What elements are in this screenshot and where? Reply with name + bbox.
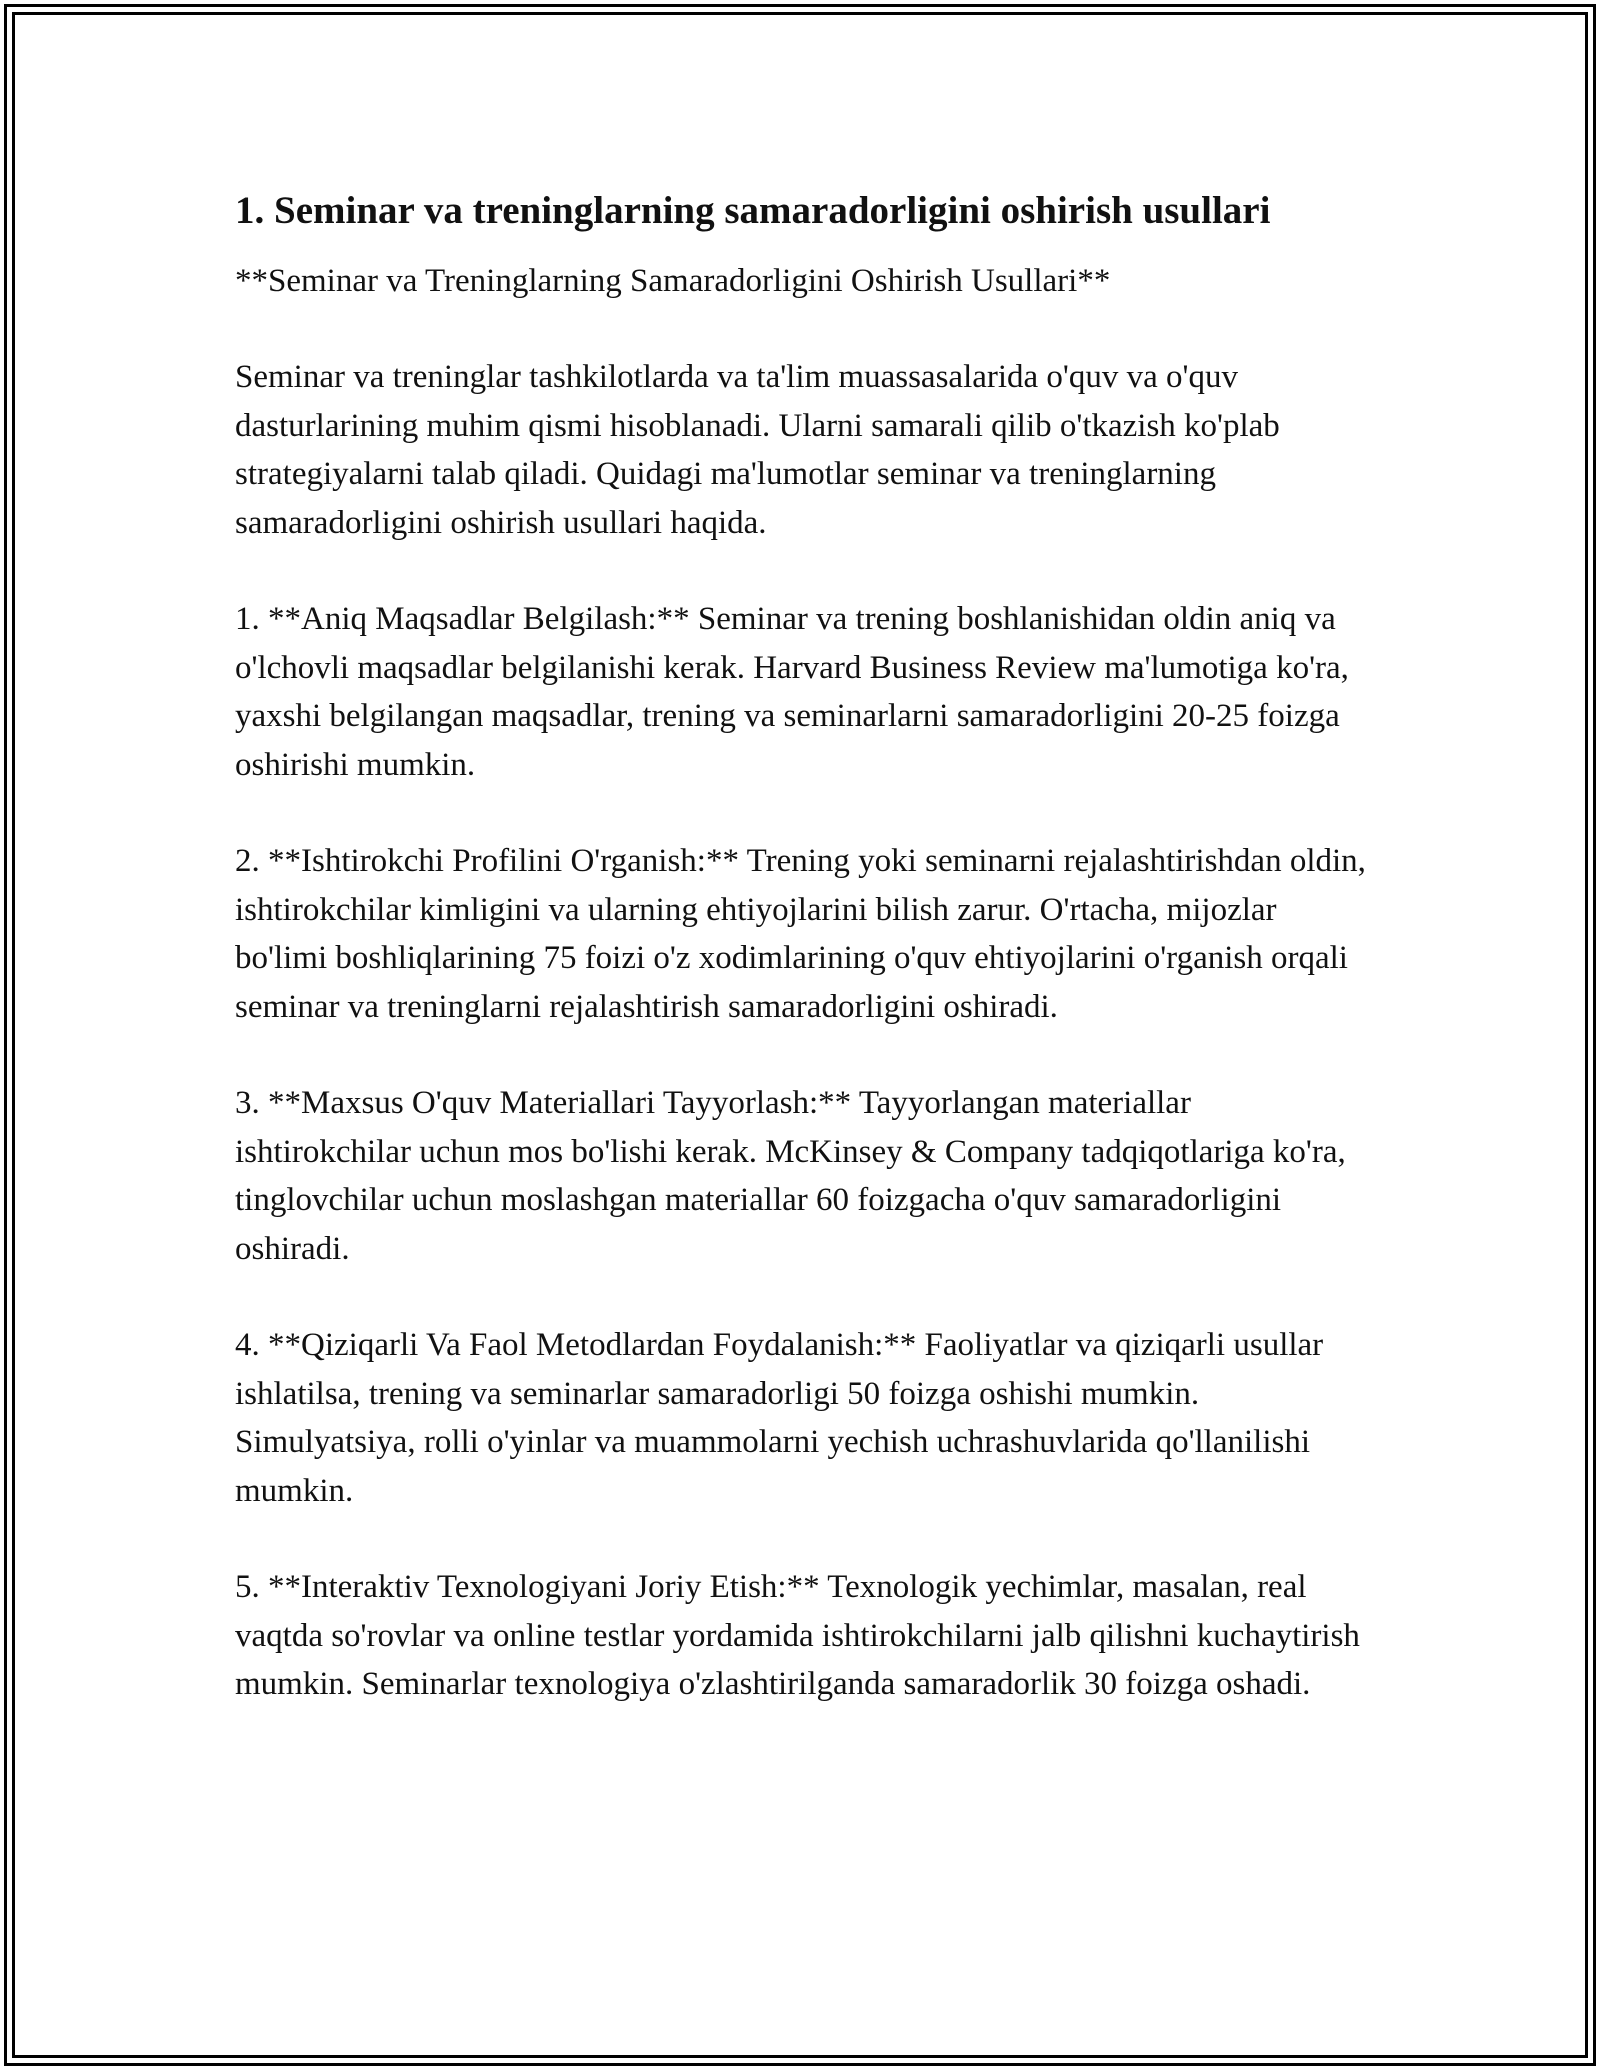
list-item-1: 1. **Aniq Maqsadlar Belgilash:** Seminar va trening boshlanishidan oldin aniq va o'lchovli maqsadlar belgilanishi kerak. Harvard Business Review ma'lumotiga ko'ra, yaxshi belgilangan maqsadlar, trening va seminarlarni samaradorligini 20-25 foizga oshirishi mumkin. (235, 601, 1349, 783)
document-title: 1. Seminar va treninglarning samaradorligini oshirish usullari (235, 189, 1271, 232)
list-item-4: 4. **Qiziqarli Va Faol Metodlardan Foydalanish:** Faoliyatlar va qiziqarli usullar ishlatilsa, trening va seminarlar samaradorligi 50 foizga oshishi mumkin. Simulyatsiya, rolli o'yinlar va muammolarni yechish uchrashuvlarida qo'llanilishi mumkin. (235, 1327, 1324, 1509)
list-item-5: 5. **Interaktiv Texnologiyani Joriy Etish:** Texnologik yechimlar, masalan, real vaqtda so'rovlar va online testlar yordamida ishtirokchilarni jalb qilishni kuchaytirish mumkin. Seminarlar texnologiya o'zlashtirilganda samaradorlik 30 foizga oshadi. (235, 1569, 1360, 1702)
list-item-2: 2. **Ishtirokchi Profilini O'rganish:** Trening yoki seminarni rejalashtirishdan oldin, ishtirokchilar kimligini va ularning ehtiyojlarini bilish zarur. O'rtacha, mijozlar bo'limi boshliqlarining 75 foizi o'z xodimlarining o'quv ehtiyojlarini o'rganish orqali seminar va treninglarni rejalashtirish samaradorligini oshiradi. (235, 843, 1366, 1025)
document-subtitle: **Seminar va Treninglarning Samaradorligini Oshirish Usullari** (235, 263, 1111, 299)
list-item-3: 3. **Maxsus O'quv Materiallari Tayyorlash:** Tayyorlangan materiallar ishtirokchilar uchun mos bo'lishi kerak. McKinsey & Company tadqiqotlariga ko'ra, tinglovchilar uchun moslashgan materiallar 60 foizgacha o'quv samaradorligini oshiradi. (235, 1085, 1346, 1267)
document-body (235, 185, 1375, 1757)
intro-paragraph: Seminar va treninglar tashkilotlarda va ta'lim muassasalarida o'quv va o'quv dasturlarining muhim qismi hisoblanadi. Ularni samarali qilib o'tkazish ko'plab strategiyalarni talab qiladi. Quidagi ma'lumotlar seminar va treninglarning samaradorligini oshirish usullari haqida. (235, 359, 1280, 541)
